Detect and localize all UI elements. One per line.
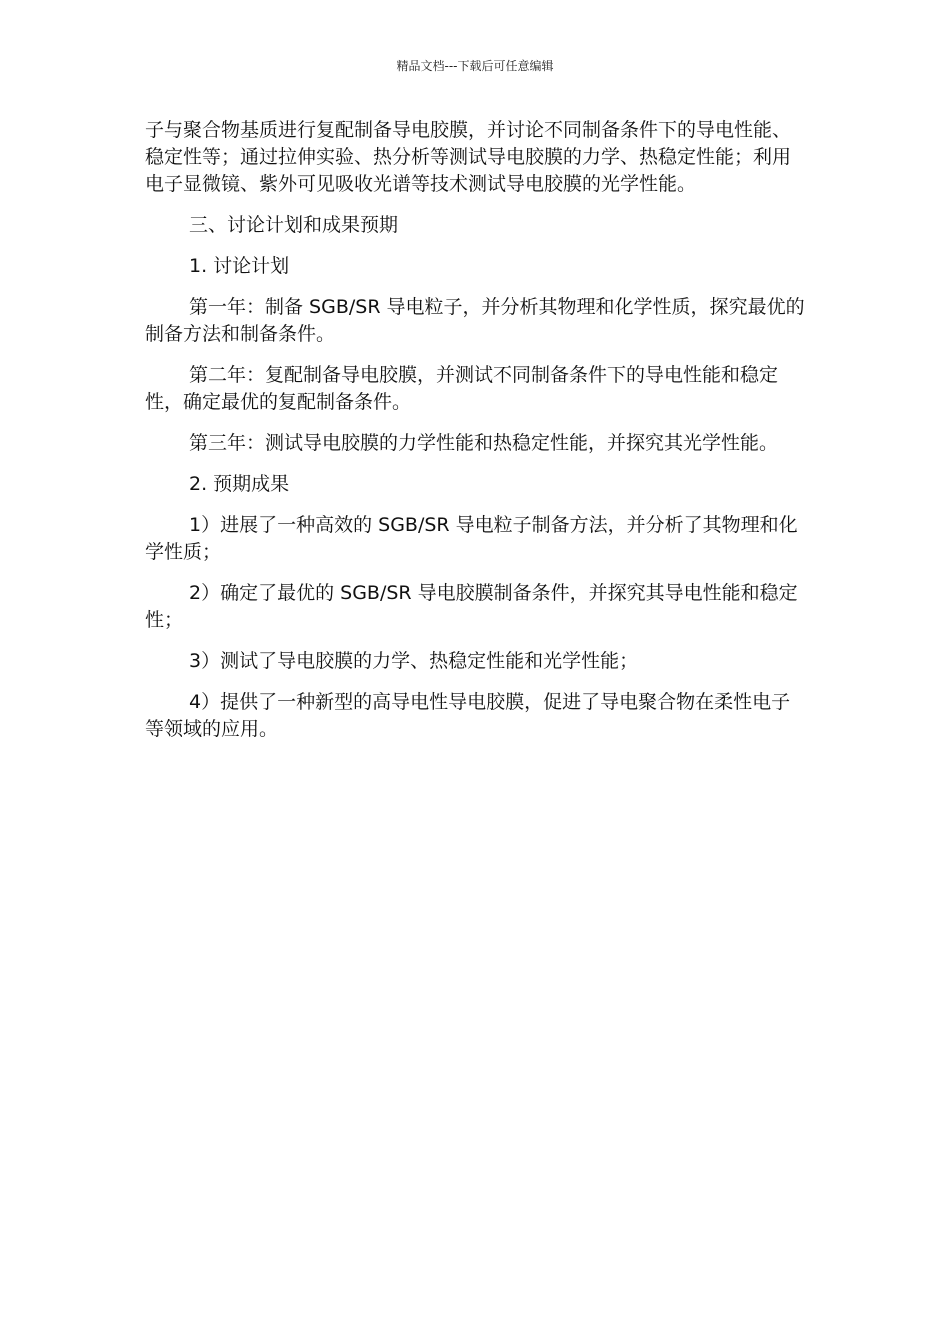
paragraph-continuation: 子与聚合物基质进行复配制备导电胶膜，并讨论不同制备条件下的导电性能、稳定性等；通过拉伸实验、热分析等测试导电胶膜的力学、热稳定性能；利用电子显微镜、紫外可见吸收光谱等技术测试导电胶膜的光学性能。 [145,119,792,195]
page-header: 精品文档---下载后可任意编辑 [396,59,554,73]
subheading-expected-results: 2. 预期成果 [189,473,290,495]
paragraph-year-one: 第一年：制备 SGB/SR 导电粒子，并分析其物理和化学性质，探究最优的制备方法和制备条件。 [145,296,805,345]
paragraph-year-three: 第三年：测试导电胶膜的力学性能和热稳定性能，并探究其光学性能。 [189,432,779,454]
subheading-research-plan: 1. 讨论计划 [189,255,290,277]
result-item-4: 4）提供了一种新型的高导电性导电胶膜，促进了导电聚合物在柔性电子等领域的应用。 [145,691,791,740]
result-item-1: 1）进展了一种高效的 SGB/SR 导电粒子制备方法，并分析了其物理和化学性质； [145,514,798,563]
section-heading-plan: 三、讨论计划和成果预期 [189,214,399,236]
result-item-3: 3）测试了导电胶膜的力学、热稳定性能和光学性能； [189,650,639,672]
document-body [145,117,807,757]
result-item-2: 2）确定了最优的 SGB/SR 导电胶膜制备条件，并探究其导电性能和稳定性； [145,582,798,631]
paragraph-year-two: 第二年：复配制备导电胶膜，并测试不同制备条件下的导电性能和稳定性，确定最优的复配制备条件。 [145,364,779,413]
